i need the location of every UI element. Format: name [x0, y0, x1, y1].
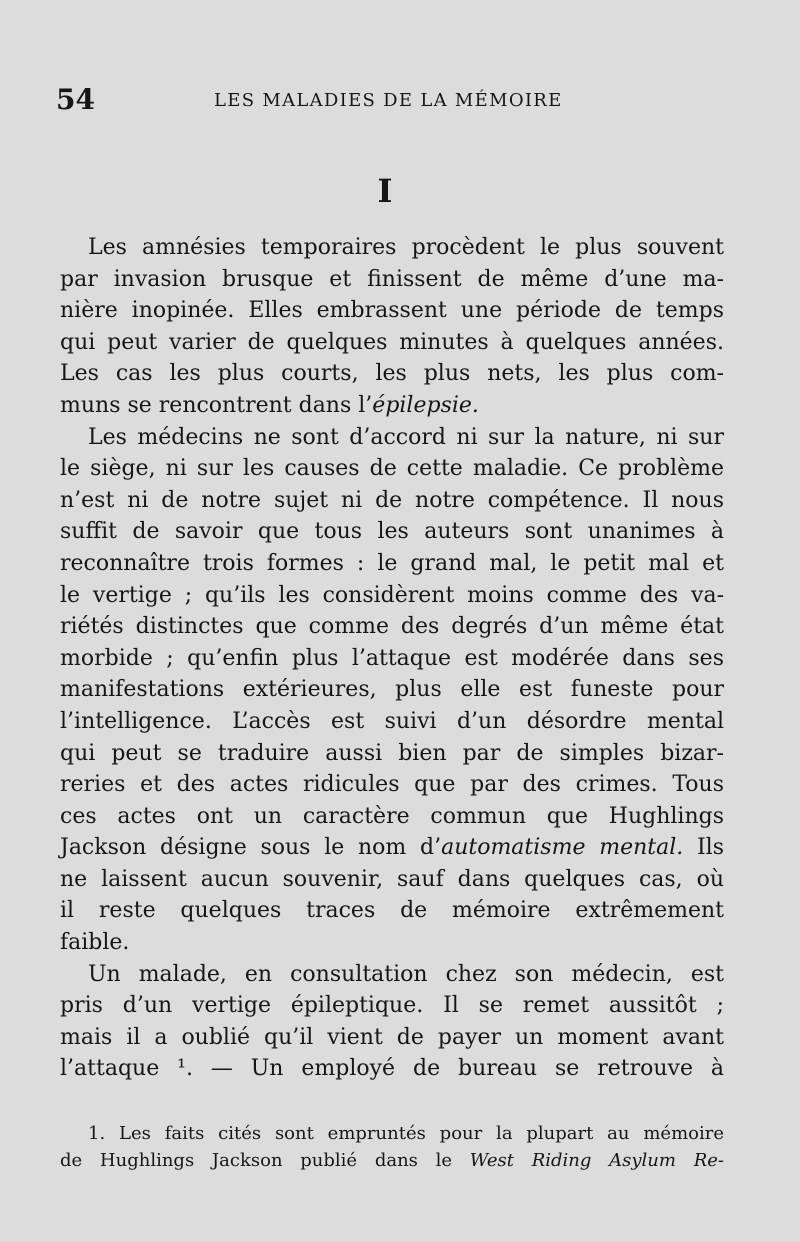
text-line: ne laissent aucun souvenir, sauf dans quelques cas, où [60, 866, 724, 892]
text-line: n’est ni de notre sujet ni de notre compétence. Il nous [60, 487, 724, 513]
text-line: Les médecins ne sont d’accord ni sur la nature, ni sur [88, 424, 724, 450]
text-line: ces actes ont un caractère commun que Hughlings [60, 803, 724, 829]
text-segment: muns se rencontrent dans l’ [60, 392, 373, 418]
text-line [60, 390, 724, 422]
text-line: nière inopinée. Elles embrassent une période de temps [60, 298, 724, 324]
italic-term: automatisme mental. [441, 835, 684, 861]
text-line: morbide ; qu’enfin plus l’attaque est modérée dans ses [60, 645, 724, 671]
text-line: le vertige ; qu’ils les considèrent moins comme des va- [60, 582, 724, 608]
body-text [60, 232, 724, 1085]
text-line: Les amnésies temporaires procèdent le plus souvent [88, 235, 724, 260]
text-line [60, 832, 724, 864]
text-line: suffit de savoir que tous les auteurs sont unanimes à [60, 519, 724, 545]
italic-term: épilepsie. [372, 392, 479, 418]
text-segment: de Hughlings Jackson publié dans le [60, 1150, 470, 1171]
text-line: Les cas les plus courts, les plus nets, les plus com- [60, 361, 724, 387]
footnote-line [60, 1147, 724, 1174]
text-line: reries et des actes ridicules que par des crimes. Tous [60, 772, 724, 798]
footnote [60, 1120, 724, 1174]
text-line: faible. [60, 930, 130, 956]
text-line: qui peut se traduire aussi bien par de simples bizar- [60, 740, 724, 766]
text-line: reconnaître trois formes : le grand mal, le petit mal et [60, 550, 724, 576]
running-title: LES MALADIES DE LA MÉMOIRE [214, 90, 563, 111]
text-line: mais il a oublié qu’il vient de payer un moment avant [60, 1024, 724, 1050]
text-line: riétés distinctes que comme des degrés d’un même état [60, 614, 724, 640]
text-line: l’attaque ¹. — Un employé de bureau se retrouve à [60, 1056, 724, 1082]
text-line: il reste quelques traces de mémoire extrêmement [60, 898, 724, 924]
text-line: pris d’un vertige épileptique. Il se remet aussitôt ; [60, 993, 724, 1019]
text-line: qui peut varier de quelques minutes à quelques années. [60, 329, 724, 355]
section-number: I [377, 172, 393, 210]
text-segment: Ils [683, 835, 725, 861]
text-line: Un malade, en consultation chez son médecin, est [88, 961, 724, 987]
page-number: 54 [56, 83, 95, 116]
text-segment: Jackson désigne sous le nom d’ [60, 835, 442, 861]
text-line: l’intelligence. L’accès est suivi d’un désordre mental [60, 708, 724, 734]
page-header [56, 82, 800, 118]
text-line: par invasion brusque et finissent de même d’une ma- [60, 266, 724, 292]
text-line: le siège, ni sur les causes de cette maladie. Ce problème [60, 456, 724, 482]
text-line: manifestations extérieures, plus elle est funeste pour [60, 677, 724, 703]
footnote-line: 1. Les faits cités sont empruntés pour la plupart au mémoire [88, 1123, 724, 1144]
italic-title: West Riding Asylum Re- [469, 1150, 724, 1171]
